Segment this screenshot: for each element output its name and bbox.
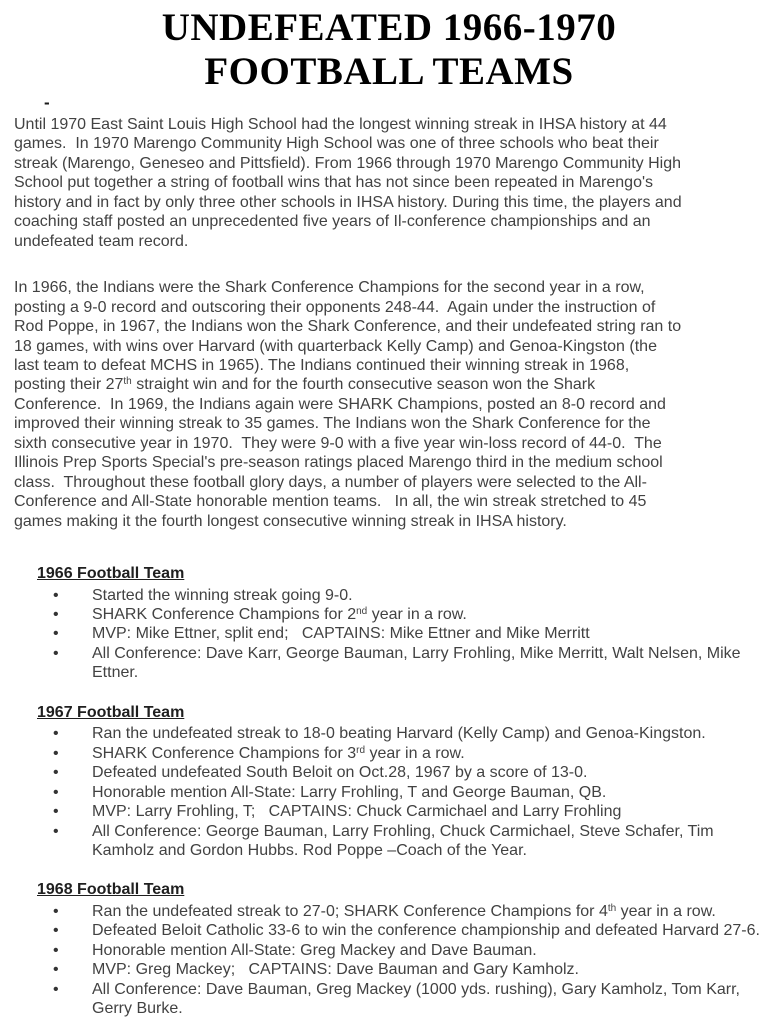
text-segment: Until 1970 East Saint Louis High School had the longest winning streak in IHSA history at 44 games. In 1970 Marengo Community High School was one of three schools who beat their streak (Marengo, Geneseo and Pittsfield). From 1966 through 1970 Marengo Community High School put together a string of football wins that has not since been repeated in Marengo's history and in fact by only three other schools in IHSA history. During this time, the players and coaching staff posted an unprecedented five years of Il-conference championships and an undefeated team record. — [14, 116, 687, 250]
section-heading: 1966 Football Team — [37, 565, 185, 583]
bullet-text — [92, 941, 764, 960]
text-segment: MVP: Larry Frohling, T; CAPTAINS: Chuck Carmichael and Larry Frohling — [92, 803, 622, 821]
bullet-item — [37, 586, 778, 605]
document-page — [0, 6, 778, 1030]
bullet-text — [92, 605, 764, 624]
text-segment: Honorable mention All-State: Larry Frohling, T and George Bauman, QB. — [92, 783, 607, 801]
bullet-dot-icon: • — [53, 586, 59, 604]
bullet-item — [37, 744, 778, 763]
text-segment: All Conference: George Bauman, Larry Frohling, Chuck Carmichael, Steve Schafer, Tim Kamholz and Gordon Hubbs. Rod Poppe –Coach of the Year. — [92, 822, 719, 859]
ordinal-superscript: th — [123, 376, 132, 388]
bullet-item — [37, 763, 778, 782]
bullet-item — [37, 902, 778, 921]
bullet-item — [37, 822, 778, 861]
intro-paragraph — [14, 115, 687, 251]
text-segment: year in a row. — [367, 605, 467, 623]
bullet-dot-icon: • — [53, 725, 59, 743]
bullet-item — [37, 941, 778, 960]
bullet-item — [37, 960, 778, 979]
bullet-dot-icon: • — [53, 961, 59, 979]
bullet-text — [92, 960, 764, 979]
text-segment: Honorable mention All-State: Greg Mackey and Dave Bauman. — [92, 941, 537, 959]
bullet-text — [92, 980, 764, 1019]
bullet-item — [37, 724, 778, 743]
bullet-text — [92, 624, 764, 643]
bullet-dot-icon: • — [53, 744, 59, 762]
bullet-dot-icon: • — [53, 783, 59, 801]
text-segment: All Conference: Dave Karr, George Bauman, Larry Frohling, Mike Merritt, Walt Nelsen, Mike Ettner. — [92, 644, 745, 682]
document-title — [0, 6, 778, 94]
bullet-item — [37, 605, 778, 624]
text-segment: In 1966, the Indians were the Shark Conference Champions for the second year in a row, posting a 9-0 record and outscoring their opponents 248-44. Again under the instruction of Rod Poppe, in 1967, the Indians won the Shark Conference, and their undefeated string ran to 18 games, with wins over Harvard (with quarterback Kelly Camp) and Genoa-Kingston (the last team to defeat MCHS in 1965). The Indians continued their winning streak in 1968, posting their 27 — [14, 279, 686, 394]
bullet-item — [37, 802, 778, 821]
title-line-2: FOOTBALL TEAMS — [204, 50, 574, 93]
text-segment: Started the winning streak going 9-0. — [92, 586, 353, 604]
team-section — [37, 564, 778, 683]
intro-paragraphs — [0, 115, 778, 531]
bullet-text — [92, 822, 764, 861]
bullet-text — [92, 783, 764, 802]
bullet-text — [92, 724, 764, 743]
ordinal-superscript: th — [607, 902, 617, 914]
section-heading: 1968 Football Team — [37, 881, 185, 899]
text-segment: MVP: Mike Ettner, split end; CAPTAINS: Mike Ettner and Mike Merritt — [92, 625, 590, 643]
bullet-dot-icon: • — [53, 803, 59, 821]
bullet-text — [92, 921, 764, 940]
text-segment: Ran the undefeated streak to 18-0 beating Harvard (Kelly Camp) and Genoa-Kingston. — [92, 725, 706, 743]
team-section — [37, 703, 778, 861]
text-segment: year in a row. — [616, 902, 716, 920]
title-line-1: UNDEFEATED 1966-1970 — [161, 6, 617, 49]
text-segment: Defeated Beloit Catholic 33-6 to win the conference championship and defeated Harvard 27-6. — [92, 922, 760, 940]
text-segment: year in a row. — [365, 744, 465, 762]
text-segment: Defeated undefeated South Beloit on Oct.28, 1967 by a score of 13-0. — [92, 764, 588, 782]
bullet-text — [92, 902, 764, 921]
section-heading: 1967 Football Team — [37, 703, 185, 721]
bullet-dot-icon: • — [53, 605, 59, 623]
team-sections — [0, 564, 778, 1019]
bullet-text — [92, 802, 764, 821]
text-segment: SHARK Conference Champions for 3 — [92, 744, 357, 762]
bullet-dot-icon: • — [53, 625, 59, 643]
bullet-text — [92, 744, 764, 763]
text-segment: All Conference: Dave Bauman, Greg Mackey (1000 yds. rushing), Gary Kamholz, Tom Karr, Gerry Burke. — [92, 980, 745, 1018]
intro-paragraph — [14, 278, 686, 531]
team-section — [37, 880, 778, 1018]
bullet-dot-icon: • — [53, 922, 59, 940]
bullet-text — [92, 644, 764, 683]
bullet-dot-icon: • — [53, 644, 59, 662]
bullet-item — [37, 644, 778, 683]
ordinal-superscript: rd — [356, 744, 366, 756]
bullet-dot-icon: • — [53, 764, 59, 782]
bullet-text — [92, 586, 764, 605]
ordinal-superscript: nd — [356, 605, 368, 617]
bullet-dot-icon: • — [53, 980, 59, 998]
stray-dash-mark: - — [44, 93, 50, 112]
bullet-item — [37, 783, 778, 802]
bullet-item — [37, 980, 778, 1019]
bullet-item — [37, 624, 778, 643]
text-segment: MVP: Greg Mackey; CAPTAINS: Dave Bauman and Gary Kamholz. — [92, 961, 579, 979]
text-segment: straight win and for the fourth consecutive season won the Shark Conference. In 1969, the Indians again were SHARK Champions, posted an 8-0 record and improved their winning streak to 35 games. The Indians won the Shark Conference for the sixth consecutive year in 1970. They were 9-0 with a five year win-loss record of 44-0. The Illinois Prep Sports Special's pre-season ratings placed Marengo third in the medium school class. Throughout these football glory days, a number of players were selected to the All-Conference and All-State honorable mention teams. In all, the win streak stretched to 45 games making it the fourth longest consecutive winning streak in IHSA history. — [14, 376, 671, 530]
bullet-item — [37, 921, 778, 940]
text-segment: SHARK Conference Champions for 2 — [92, 605, 357, 623]
bullet-text — [92, 763, 764, 782]
text-segment: Ran the undefeated streak to 27-0; SHARK Conference Champions for 4 — [92, 902, 608, 920]
bullet-dot-icon: • — [53, 941, 59, 959]
bullet-dot-icon: • — [53, 902, 59, 920]
bullet-dot-icon: • — [53, 822, 59, 840]
